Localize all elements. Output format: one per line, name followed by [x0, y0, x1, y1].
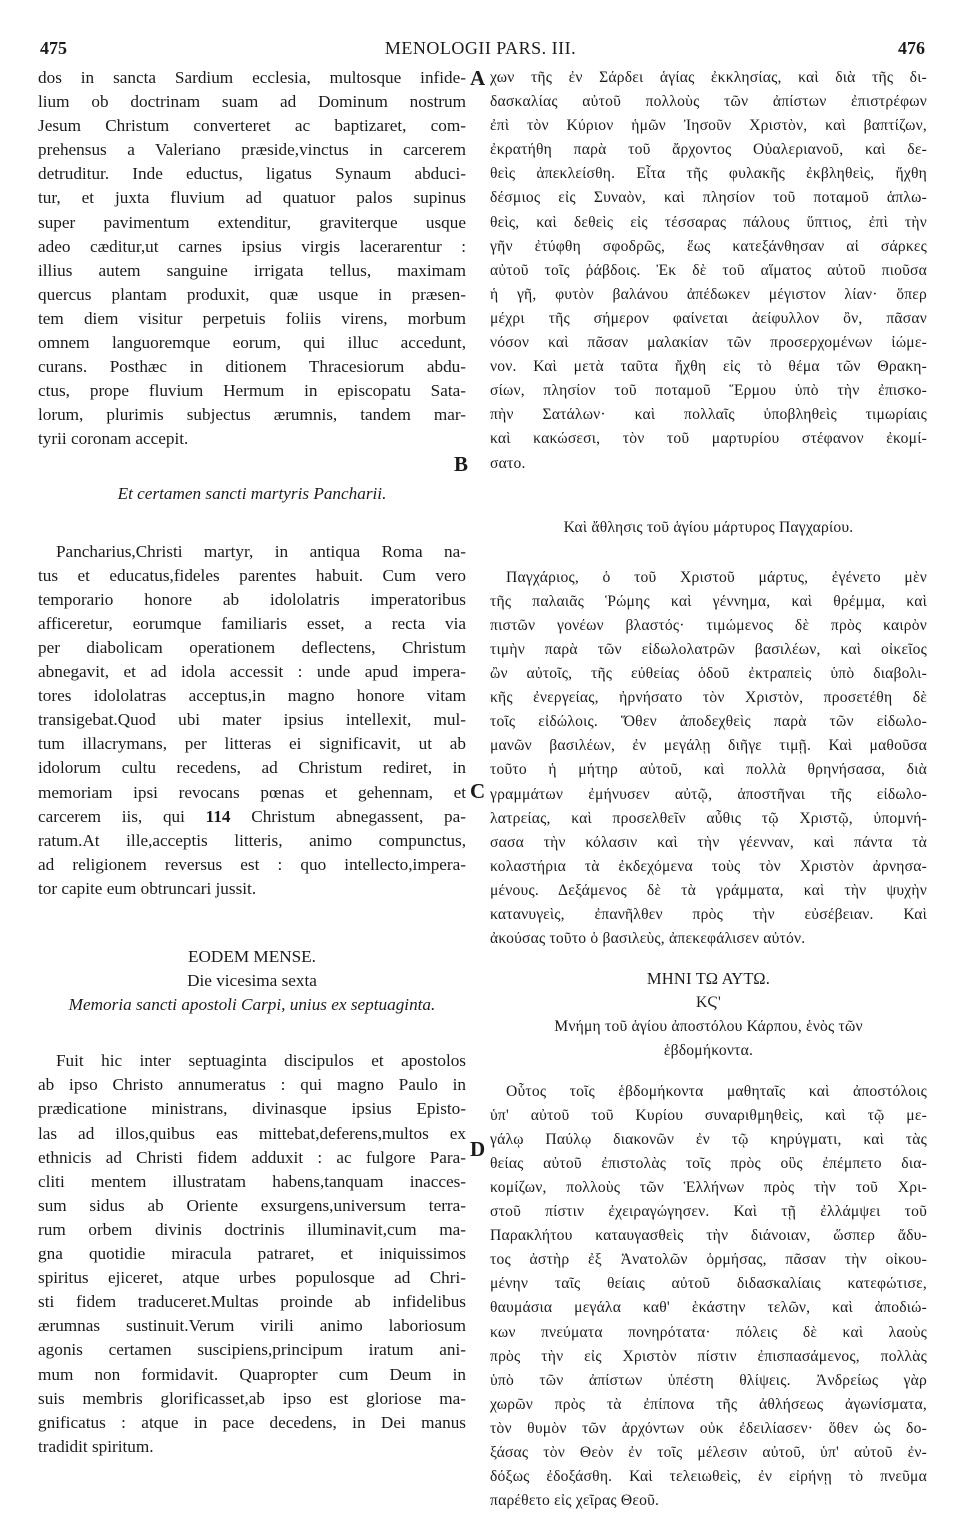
text-segment: Christum abnegassent, pa- — [230, 806, 466, 826]
text-line: ratum.At ille,acceptis litteris, animo compunctus, — [38, 830, 466, 850]
latin-paragraph-3 — [38, 1049, 466, 1459]
text-line: prehensus a Valeriano præside,vinctus in carcerem — [38, 140, 466, 160]
text-line: νόσον καὶ πᾶσαν μαλακίαν τῶν προσερχομένων ἰώμε- — [490, 334, 927, 352]
text-line: παρέθετο εἰς χεῖρας Θεοῦ. — [490, 1492, 660, 1510]
text-segment: carcerem iis, qui — [38, 806, 206, 826]
text-line: λατρείας, καὶ προσελθεῖν αὖθις τῷ Χριστῷ, ὑπομνή- — [490, 809, 927, 827]
text-line: θεὶς, καὶ δεθεὶς εἰς τέσσαρας πάλους ὕπτιος, ἐπὶ τὴν — [490, 213, 927, 231]
text-line: tyrii coronam accepit. — [38, 429, 189, 449]
text-line: πὴν Σατάλων· καὶ πολλαῖς ὑποβληθεὶς τιμωρίαις — [490, 406, 927, 424]
text-line: adeo cæditur,ut carnes ipsius virgis lacerarentur : — [38, 236, 466, 256]
text-line: Παγχάριος, ὁ τοῦ Χριστοῦ μάρτυς, ἐγένετο μὲν — [506, 568, 927, 586]
margin-letter-c: C — [470, 779, 486, 803]
text-line: Παρακλήτου καταυγασθεὶς τὴν διάνοιαν, ὥσπερ ἄδυ- — [490, 1227, 927, 1245]
text-line: lorum, plurimis subjectus ærumnis, tandem mar- — [38, 405, 466, 425]
text-line: tores idololatras acceptus,in magno honore vitam — [38, 686, 466, 706]
text-line: δασκαλίας αὐτοῦ πολλοὺς τῶν ἀπίστων ἐπιστρέφων — [490, 93, 927, 111]
right-page-number: 476 — [898, 38, 925, 58]
text-line: ctus, prope fluvium Hermum in episcopatu Sata- — [38, 381, 466, 401]
latin-column — [38, 66, 469, 1459]
text-line: ethnicis ad Christi fidem adduxit : ac fulgore Para- — [38, 1147, 466, 1167]
text-line: τοῖς εἰδώλοις. Ὅθεν ἀποδεχθεὶς παρὰ τῶν εἰδωλο- — [490, 713, 927, 731]
text-line: μανῶν βασιλέων, ἐν μεγάλῃ διῆγε τιμῇ. Καὶ μαθοῦσα — [490, 737, 927, 755]
text-line: las ad illos,quibus eas mittebat,deferens,multos ex — [38, 1123, 466, 1143]
text-line: κολαστήρια τὰ ἐκδεχόμενα τοὺς τὸν Χριστὸν ἀρνησα- — [490, 857, 927, 875]
text-line: γραμμάτων ἐμήνυσεν αὐτῷ, ἀποστῆναι τῆς εἰδωλο- — [490, 785, 927, 803]
text-line: καὶ κακώσεσι, τὸν τοῦ μαρτυρίου στέφανον ἐκομί- — [490, 430, 927, 448]
greek-paragraph-2 — [490, 566, 927, 952]
text-line: prædicatione ministrans, divinasque ipsius Episto- — [38, 1099, 466, 1119]
latin-heading-pancharius: Et certamen sancti martyris Pancharii. — [117, 483, 387, 503]
text-line: memoriam ipsi revocans pœnas et gehennam, et — [38, 782, 466, 802]
text-line: γάλῳ Παύλῳ διακονῶν ἐν τῷ κηρύγματι, καὶ τὰς — [490, 1130, 927, 1148]
text-line: ad religionem reversus est : quo intellecto,impera- — [38, 854, 466, 874]
text-line: νον. Καὶ μετὰ ταῦτα ἤχθη εἰς τὸ θέμα τῶν Θρακη- — [490, 358, 927, 376]
text-line: θεὶς ἀπεκλείσθη. Εἶτα τῆς φυλακῆς ἐκβληθεὶς, ἤχθη — [490, 165, 927, 183]
latin-heading-carpus: Memoria sancti apostoli Carpi, unius ex septuaginta. — [68, 995, 436, 1015]
margin-letter-b: B — [454, 452, 469, 476]
text-line: tur, et juxta fluvium ad quatuor palos supinus — [38, 188, 466, 208]
text-line: γῆν ἐτύφθη σφοδρῶς, ἕως κατεξάνθησαν αἱ σάρκες — [490, 237, 927, 255]
text-line: curans. Posthæc in ditionem Thracesiorum abdu- — [38, 357, 466, 377]
text-line: illius autem sanguine irrigata tellus, maximam — [38, 260, 466, 280]
greek-paragraph-1 — [490, 66, 927, 476]
text-line: quercus plantam produxit, quæ usque in præsen- — [38, 284, 466, 304]
text-line: super pavimentum extenditur, graviterque usque — [38, 212, 466, 232]
text-line: θείας αὐτοῦ ἐπιστολὰς τοῖς πρὸς οὓς ἐπέμπετο δια- — [490, 1154, 927, 1172]
text-line: τιμὴν παρὰ τῶν εἰδωλολατρῶν βασιλέων, καὶ οἰκεῖος — [490, 640, 927, 658]
text-line: θαυμάσια μεγάλα καθ' ἑκάστην τελῶν, καὶ ἀποδιώ- — [490, 1299, 927, 1317]
text-line: idolorum cultu recedens, ad Christum rediret, in — [38, 758, 466, 778]
latin-paragraph-1 — [38, 66, 466, 452]
text-line: πρὸς τὴν εἰς Χριστὸν πίστιν ἐπισπασάμενος, πολλὰς — [490, 1347, 927, 1365]
text-line: Pancharius,Christi martyr, in antiqua Roma na- — [56, 541, 466, 561]
text-line: rum orbem divinis doctrinis illuminavit,cum ma- — [38, 1219, 466, 1239]
text-line: τὸν θυμὸν τῶν ἀρχόντων οὐκ ἐδειλίασεν· ὅθεν ὡς δο- — [490, 1419, 927, 1437]
text-line: ἀκούσας τοῦτο ὁ βασιλεὺς, ἀπεκεφάλισεν αὐτόν. — [490, 930, 806, 948]
latin-heading-day: Die vicesima sexta — [187, 971, 317, 991]
text-line: τος ἀστὴρ ἐξ Ἀνατολῶν ὁρμήσας, πᾶσαν τὴν οἰκου- — [490, 1251, 927, 1269]
text-line: per diabolicam operationem deflectens, Christum — [38, 637, 466, 657]
text-line: tem diem visitur perpetuis foliis virens, morbum — [38, 308, 466, 328]
left-page-number: 475 — [40, 38, 67, 58]
greek-heading-day: ΚϚ' — [695, 994, 722, 1012]
text-line: κων πνεύματα πονηρότατα· πόλεις δὲ καὶ λαοὺς — [490, 1323, 927, 1341]
greek-column — [490, 66, 927, 1513]
text-line: agonis certamen suscipiens,principum iratum ani- — [38, 1340, 466, 1360]
text-line: spiritus ejiceret, atque urbes populosque ad Chri- — [38, 1268, 466, 1288]
text-line: κομίζων, πολλοὺς τῶν Ἑλλήνων πρὸς τὴν τοῦ Χρι- — [490, 1178, 927, 1196]
text-line: gna quotidie miracula patraret, et iniquissimos — [38, 1244, 466, 1264]
greek-heading-carpus-line-2: ἑβδομήκοντα. — [663, 1042, 754, 1060]
text-line: ὢν αὐτοῖς, τῆς εὐθείας ὁδοῦ ἐκτραπεὶς ὑπὸ διαβολι- — [490, 665, 927, 683]
text-line-with-number — [38, 805, 466, 829]
text-line: tum illacrymans, per litteras ei significavit, ut ab — [38, 734, 466, 754]
margin-letter-a: A — [470, 66, 486, 90]
text-line: τοῦτο ἡ μήτηρ αὐτοῦ, καὶ πολλὰ θρηνήσασα, διὰ — [490, 761, 927, 779]
text-line: mum non formidavit. Quapropter cum Deum in — [38, 1364, 466, 1384]
text-line: ab ipso Christo annumeratus : qui magno Paulo in — [38, 1075, 466, 1095]
text-line: μένους. Δεξάμενος δὲ τὰ γράμματα, καὶ τὴν ψυχὴν — [490, 881, 927, 899]
text-line: dos in sancta Sardium ecclesia, multosque infide- — [38, 68, 466, 87]
text-line: omnem languoremque eorum, qui illuc accedunt, — [38, 333, 466, 353]
text-line: πιστῶν γονέων βλαστός· τιμώμενος δὲ πρὸς καιρὸν — [490, 616, 927, 634]
text-line: ἡ γῆ, φυτὸν βαλάνου ἀπέδωκεν μέγιστον λίαν· ὅπερ — [490, 285, 927, 303]
text-line: ἐπὶ τὸν Κύριον ἡμῶν Ἰησοῦν Χριστὸν, καὶ βαπτίζων, — [490, 117, 927, 135]
text-line: κατανυγεὶς, ἐπανῆλθεν πρὸς τὴν εὐσέβειαν. Καὶ — [490, 906, 927, 923]
text-line: suis membris glorificasset,ab ipso est gloriose ma- — [38, 1388, 466, 1408]
text-line: sti fidem traduceret.Multas proinde ab infidelibus — [38, 1292, 466, 1312]
text-line: Jesum Christum converteret ac baptizaret, com- — [38, 116, 466, 136]
text-line: cliti mentem illustratam habens,tanquam inacces- — [38, 1171, 466, 1191]
greek-heading-carpus-line-1: Μνήμη τοῦ ἁγίου ἀποστόλου Κάρπου, ἑνὸς τῶν — [554, 1018, 863, 1036]
text-line: Οὗτος τοῖς ἑβδομήκοντα μαθηταῖς καὶ ἀποστόλοις — [506, 1082, 927, 1100]
text-line: χωρῶν πρὸς τὰ ἐπίπονα τῆς ἀθλήσεως ἀγωνίσματα, — [490, 1395, 927, 1413]
greek-paragraph-3 — [490, 1080, 927, 1514]
text-line: σίων, πλησίον τοῦ ποταμοῦ Ἕρμου ὑπὸ τὴν ἐπισκο- — [490, 382, 927, 400]
text-line: κῆς ἐνεργείας, ἠρνήσατο τὸν Χριστὸν, προσετέθη δὲ — [490, 689, 927, 707]
text-line: detruditur. Inde eductus, ligatus Synaum abduci- — [38, 164, 466, 184]
text-line: ἐκρατήθη παρὰ τοῦ ἄρχοντος Οὐαλεριανοῦ, καὶ δε- — [490, 141, 927, 159]
text-line: στοῦ πίστιν ἐχειραγώγησεν. Καὶ τῇ ἐλλάμψει τοῦ — [490, 1203, 927, 1221]
text-line: sum sidus ab Oriente exsurgens,universum terra- — [38, 1195, 466, 1215]
text-line: ærumnas sustinuit.Verum virili animo laboriosum — [38, 1316, 466, 1336]
text-line: ὑπ' αὐτοῦ τοῦ Κυρίου συναριθμηθεὶς, καὶ τῷ με- — [490, 1106, 927, 1124]
text-line: afficeretur, eorumque familiaris esset, a recta via — [38, 613, 466, 633]
margin-letter-d: D — [470, 1137, 486, 1161]
text-line: ξάσας τὸν Θεὸν ἐν τοῖς μέλεσιν αὐτοῦ, ὑπ' αὐτοῦ ἐν- — [490, 1443, 927, 1461]
text-line: μένην ταῖς θείαις αὐτοῦ διδασκαλίαις κατεφώτισε, — [490, 1275, 927, 1293]
text-line: μέχρι τῆς σήμερον φαίνεται ἀείφυλλον ὂν, πᾶσαν — [490, 309, 927, 327]
text-line: σασα τὴν κόλασιν καὶ τὴν γέενναν, καὶ πάντα τὰ — [490, 833, 927, 851]
text-line: temporario honore ab idololatris imperatoribus — [38, 589, 466, 609]
text-line: σατο. — [490, 454, 526, 472]
text-line: tus et educatus,fideles parentes habuit. Cum vero — [38, 565, 466, 585]
text-line: δέσμιος εἰς Συναὸν, καὶ πλησίον τοῦ ποταμοῦ ἁπλω- — [490, 189, 927, 207]
text-line: transigebat.Quod ubi mater ipsius intellexit, mul- — [38, 710, 466, 730]
text-line: χων τῆς ἐν Σάρδει ἁγίας ἐκκλησίας, καὶ διὰ τῆς δι- — [490, 69, 927, 86]
latin-heading-eodem-mense: EODEM MENSE. — [188, 947, 316, 966]
original-page-number: 114 — [205, 806, 231, 826]
greek-heading-same-month: ΜΗΝΙ ΤΩ ΑΥΤΩ. — [646, 969, 771, 989]
text-line: abnegavit, et ad idola accessit : unde apud impera- — [38, 662, 466, 682]
text-line: ὑπὸ τῶν ἀπίστων ὑπέστη θλίψεις. Ἀνδρείως γὰρ — [490, 1371, 927, 1389]
text-line: τῆς παλαιᾶς Ῥώμης καὶ γέννημα, καὶ θρέμμα, καὶ — [490, 592, 927, 610]
text-line: lium ob doctrinam suam ad Dominum nostrum — [38, 92, 466, 112]
text-line: gnificatus : atque in pace decedens, in Dei manus — [38, 1412, 466, 1432]
running-title: MENOLOGII PARS. III. — [384, 38, 577, 58]
greek-heading-pancharius: Καὶ ἄθλησις τοῦ ἁγίου μάρτυρος Παγχαρίου. — [563, 518, 854, 536]
text-line: δόξως ἐδοξάσθη. Καὶ τελειωθεὶς, ἐν εἰρήνῃ τὸ πνεῦμα — [490, 1468, 927, 1486]
latin-paragraph-2 — [38, 540, 466, 901]
text-line: tradidit spiritum. — [38, 1436, 154, 1456]
text-line: Fuit hic inter septuaginta discipulos et apostolos — [56, 1051, 466, 1071]
text-line: tor capite eum obtruncari jussit. — [38, 878, 257, 898]
text-line: αὐτοῦ τοῖς ῥάβδοις. Ἐκ δὲ τοῦ αἵματος αὐτοῦ πιοῦσα — [490, 261, 927, 279]
